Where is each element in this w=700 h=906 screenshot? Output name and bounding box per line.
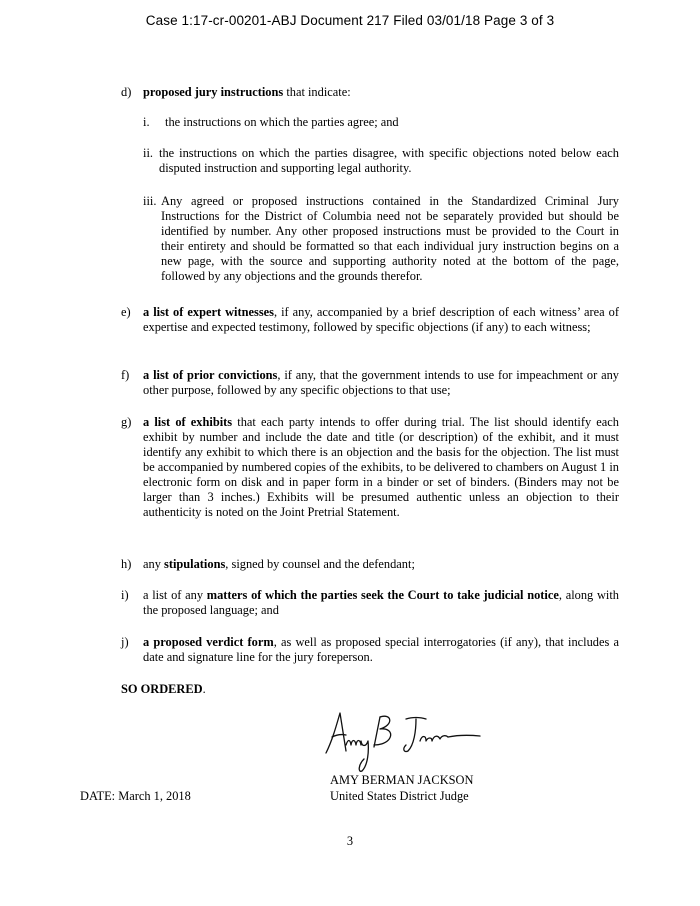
item-j-bold: a proposed verdict form	[143, 635, 274, 649]
item-h-pre: any	[143, 557, 164, 571]
item-e-rest: , if any, accompanied by a brief description of each witness’ area of expertise and expected testimony, followed by specific objections (if any) to each witness;	[143, 305, 619, 334]
sub-ii-label: ii.	[143, 146, 153, 160]
item-j	[121, 635, 619, 665]
item-i	[121, 588, 619, 618]
item-f-text	[121, 368, 619, 398]
page-number: 3	[346, 834, 354, 848]
item-d	[121, 85, 619, 100]
item-g-label: g)	[121, 415, 132, 429]
item-i-rest: , along with the proposed language; and	[143, 588, 619, 617]
so-ordered-period: .	[202, 682, 206, 696]
sub-i-text: the instructions on which the parties agree; and	[165, 115, 399, 129]
case-header: Case 1:17-cr-00201-ABJ Document 217 Filed 03/01/18 Page 3 of 3	[145, 13, 555, 28]
item-e-label: e)	[121, 305, 131, 319]
item-d-rest: that indicate:	[283, 85, 351, 99]
date-line: DATE: March 1, 2018	[80, 789, 191, 803]
item-j-rest: , as well as proposed special interrogatories (if any), that includes a date and signature line for the jury foreperson.	[143, 635, 620, 664]
item-i-pre: a list of any	[143, 588, 207, 602]
sub-iii-text: Any agreed or proposed instructions contained in the Standardized Criminal Jury Instructions for the District of Columbia need not be separately provided but should be identified by number. Any other proposed instructions must be provided to the Court in their entirety and should be formatted so that each individual jury instruction begins on a new page, with the source and supporting authority noted at the bottom of the page, followed by any objections and the grounds therefor.	[161, 194, 619, 283]
sub-iii-label: iii.	[143, 194, 157, 208]
item-h-bold: stipulations	[164, 557, 226, 571]
item-f	[121, 368, 619, 398]
item-h-label: h)	[121, 557, 132, 571]
item-i-label: i)	[121, 588, 129, 602]
item-d-sub-i	[143, 115, 619, 130]
item-d-label: d)	[121, 85, 132, 99]
so-ordered-text: SO ORDERED	[121, 682, 203, 696]
item-h-text	[121, 557, 619, 572]
item-d-sub-ii	[143, 146, 619, 176]
item-g-text	[121, 415, 619, 520]
sub-i-label: i.	[143, 115, 150, 129]
item-h	[121, 557, 619, 572]
item-j-text	[121, 635, 619, 665]
item-e-text	[121, 305, 619, 335]
item-d-sub-iii	[143, 194, 619, 284]
item-d-text	[121, 85, 619, 100]
item-h-rest: , signed by counsel and the defendant;	[225, 557, 415, 571]
judge-block	[330, 772, 473, 804]
item-f-label: f)	[121, 368, 130, 382]
so-ordered	[121, 682, 206, 697]
item-f-rest: , if any, that the government intends to use for impeachment or any other purpose, followed by any specific objections to that use;	[143, 368, 619, 397]
item-e-bold: a list of expert witnesses	[143, 305, 274, 319]
item-g-bold: a list of exhibits	[143, 415, 233, 429]
item-i-bold: matters of which the parties seek the Court to take judicial notice	[206, 588, 559, 602]
item-i-text	[121, 588, 619, 618]
item-f-bold: a list of prior convictions	[143, 368, 278, 382]
sub-ii-text: the instructions on which the parties disagree, with specific objections noted below each disputed instruction and supporting legal authority.	[159, 146, 619, 175]
item-e	[121, 305, 619, 335]
item-j-label: j)	[121, 635, 129, 649]
judge-name: AMY BERMAN JACKSON	[330, 773, 474, 787]
item-d-bold: proposed jury instructions	[143, 85, 284, 99]
item-g-rest: that each party intends to offer during trial. The list should identify each exhibit by number and include the date and title (or description) of the exhibit, and it must identify any exhibit to which there is an objection and the basis for the objection. The list must be accompanied by numbered copies of the exhibits, to be delivered to chambers on August 1 in electronic form on disk and in paper form in a binder or set of binders. (Binders may not be larger than 3 inches.) Exhibits will be presumed authentic unless an objection to their authenticity is noted on the Joint Pretrial Statement.	[143, 415, 619, 519]
judge-title: United States District Judge	[330, 789, 469, 803]
handwritten-signature	[322, 705, 482, 775]
item-g	[121, 415, 619, 520]
